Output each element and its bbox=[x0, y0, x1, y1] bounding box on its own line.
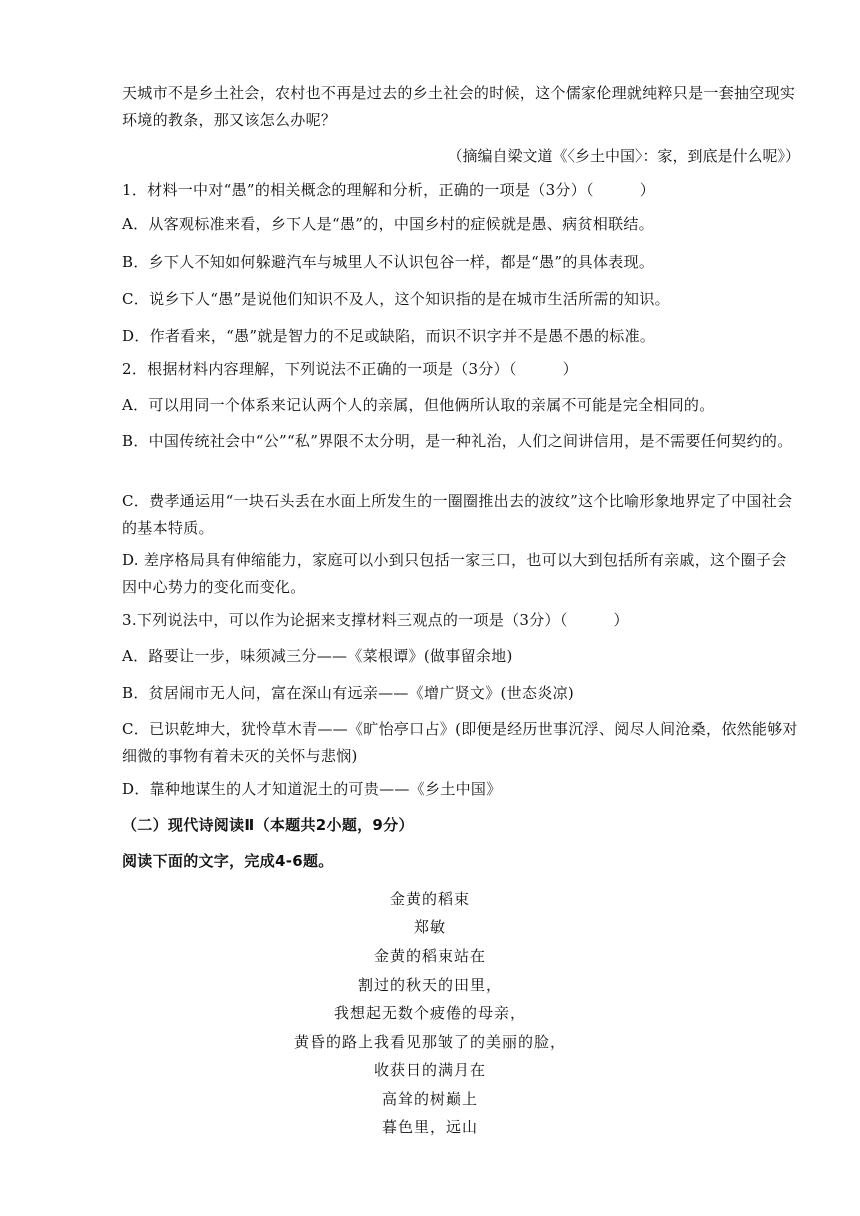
question-1-stem: 1．材料一中对“愚”的相关概念的理解和分析，正确的一项是（3分）（ ） bbox=[122, 181, 656, 199]
poem-line: 高耸的树巅上 bbox=[381, 1090, 478, 1108]
poem-line: 割过的秋天的田里， bbox=[357, 976, 502, 994]
question-3-option-b: B．贫居闹市无人问，富在深山有远亲——《增广贤文》(世态炎凉) bbox=[122, 684, 575, 702]
question-1-option-b: B．乡下人不知如何躲避汽车与城里人不认识包谷一样，都是“愚”的具体表现。 bbox=[122, 253, 655, 271]
question-3-stem: 3.下列说法中，可以作为论据来支撑材料三观点的一项是（3分）（ ） bbox=[122, 611, 629, 629]
poem-line: 暮色里，远山 bbox=[381, 1118, 478, 1136]
question-1-option-c: C．说乡下人“愚”是说他们知识不及人，这个知识指的是在城市生活所需的知识。 bbox=[122, 290, 670, 308]
source-citation: （摘编自梁文道《〈乡土中国〉：家，到底是什么呢》） bbox=[447, 147, 800, 165]
poem-line: 金黄的稻束站在 bbox=[373, 947, 486, 965]
question-3-option-d: D．靠种地谋生的人才知道泥土的可贵——《乡土中国》 bbox=[122, 780, 502, 798]
question-2-option-a: A．可以用同一个体系来记认两个人的亲属，但他俩所认取的亲属不可能是完全相同的。 bbox=[122, 396, 715, 414]
question-3-option-c: C．已识乾坤大，犹怜草木青——《旷怡亭口占》(即便是经历世事沉浮、阅尽人间沧桑，依然能够对细微的事物有着未灭的关怀与悲悯) bbox=[122, 720, 798, 765]
poem-author: 郑敏 bbox=[413, 918, 446, 936]
reading-instruction: 阅读下面的文字，完成4-6题。 bbox=[122, 852, 334, 870]
poem-line: 我想起无数个疲倦的母亲， bbox=[333, 1004, 526, 1022]
question-2-option-d: D. 差序格局具有伸缩能力，家庭可以小到只包括一家三口，也可以大到包括所有亲戚，这个圈子会因中心势力的变化而变化。 bbox=[122, 551, 787, 596]
question-2-option-c: C．费孝通运用“一块石头丢在水面上所发生的一圈圈推出去的波纹”这个比喻形象地界定了中国社会的基本特质。 bbox=[122, 492, 793, 537]
intro-paragraph-tail: 天城市不是乡土社会，农村也不再是过去的乡土社会的时候，这个儒家伦理就纯粹只是一套抽空现实环境的教条，那又该怎么办呢？ bbox=[122, 84, 796, 129]
poem-line: 收获日的满月在 bbox=[373, 1061, 486, 1079]
poem-line: 黄昏的路上我看见那皱了的美丽的脸， bbox=[293, 1033, 566, 1051]
question-1-option-a: A．从客观标准来看，乡下人是“愚”的，中国乡村的症候就是愚、病贫相联结。 bbox=[122, 215, 654, 233]
question-2-stem: 2．根据材料内容理解，下列说法不正确的一项是（3分）（ ） bbox=[122, 360, 578, 378]
question-2-option-b: B．中国传统社会中“公”“私”界限不太分明，是一种礼治，人们之间讲信用，是不需要任何契约的。 bbox=[122, 432, 793, 450]
question-1-option-d: D．作者看来，“愚”就是智力的不足或缺陷，而识不识字并不是愚不愚的标准。 bbox=[122, 327, 656, 345]
question-3-option-a: A．路要让一步，味须减三分——《菜根谭》(做事留余地) bbox=[122, 647, 513, 665]
poem-title: 金黄的稻束 bbox=[389, 890, 470, 908]
section-heading: （二）现代诗阅读Ⅱ（本题共2小题，9分） bbox=[122, 816, 414, 834]
